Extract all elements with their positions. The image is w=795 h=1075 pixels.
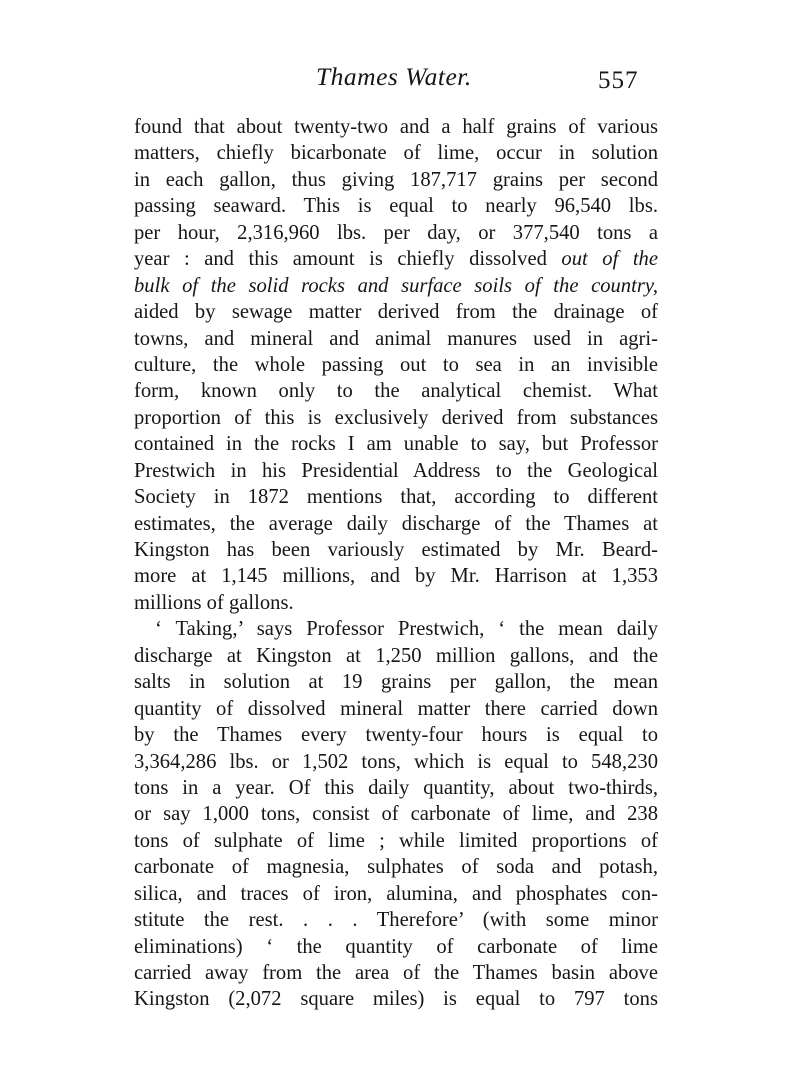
text-line xyxy=(134,114,658,140)
text-line xyxy=(134,986,658,1012)
text-line xyxy=(134,696,658,722)
line-text: quantity of dissolved mineral matter there carried down xyxy=(134,697,658,720)
text-line xyxy=(134,273,658,299)
line-text: eliminations) ‘ the quantity of carbonate of lime xyxy=(134,935,658,958)
line-text: 3,364,286 lbs. or 1,502 tons, which is equal to 548,230 xyxy=(134,750,658,773)
line-text: found that about twenty-two and a half grains of various xyxy=(134,116,658,138)
text-line xyxy=(134,749,658,775)
text-line xyxy=(134,431,658,457)
text-line xyxy=(134,590,658,616)
line-text: Prestwich in his Presidential Address to the Geological xyxy=(134,459,658,482)
text-line xyxy=(134,801,658,827)
line-text: Kingston has been variously estimated by Mr. Beard- xyxy=(134,539,658,561)
text-line xyxy=(134,616,658,642)
text-line xyxy=(134,722,658,748)
line-text: carried away from the area of the Thames basin above xyxy=(134,962,658,984)
text-line xyxy=(134,563,658,589)
line-text: proportion of this is exclusively derived from substances xyxy=(134,406,658,429)
line-text: culture, the whole passing out to sea in an invisible xyxy=(134,353,658,376)
line-text: Society in 1872 mentions that, according to different xyxy=(134,486,658,509)
line-text: silica, and traces of iron, alumina, and phosphates con- xyxy=(134,882,658,905)
text-line xyxy=(134,537,658,563)
text-line xyxy=(134,854,658,880)
text-line xyxy=(134,828,658,854)
text-line xyxy=(134,167,658,193)
line-text: carbonate of magnesia, sulphates of soda and potash, xyxy=(134,856,658,879)
running-header xyxy=(0,62,795,96)
text-line xyxy=(134,405,658,431)
text-line xyxy=(134,511,658,537)
line-text: contained in the rocks I am unable to say, but Professor xyxy=(134,433,658,456)
line-text: form, known only to the analytical chemist. What xyxy=(134,380,658,403)
line-text: per hour, 2,316,960 lbs. per day, or 377,540 tons a xyxy=(134,221,658,244)
line-text: by the Thames every twenty-four hours is equal to xyxy=(134,724,658,747)
text-line xyxy=(134,669,658,695)
running-title: Thames Water. xyxy=(316,62,472,91)
line-text: aided by sewage matter derived from the drainage of xyxy=(134,301,658,324)
text-line xyxy=(134,352,658,378)
text-line xyxy=(134,775,658,801)
text-line xyxy=(134,907,658,933)
text-line xyxy=(134,960,658,986)
line-text: stitute the rest. . . . Therefore’ (with some minor xyxy=(134,909,658,932)
line-text: tons of sulphate of lime ; while limited proportions of xyxy=(134,829,658,852)
text-line xyxy=(134,220,658,246)
line-text: passing seaward. This is equal to nearly 96,540 lbs. xyxy=(134,195,658,218)
text-line xyxy=(134,246,658,272)
line-text: salts in solution at 19 grains per gallon, the mean xyxy=(134,671,658,694)
line-text: estimates, the average daily discharge of the Thames at xyxy=(134,512,658,535)
text-line xyxy=(134,934,658,960)
text-line xyxy=(134,458,658,484)
line-text: Kingston (2,072 square miles) is equal to 797 tons xyxy=(134,988,658,1011)
line-text: more at 1,145 millions, and by Mr. Harrison at 1,353 xyxy=(134,565,658,588)
page-number: 557 xyxy=(598,67,639,94)
line-text: ‘ Taking,’ says Professor Prestwich, ‘ the mean daily xyxy=(155,618,658,641)
line-text: millions of gallons. xyxy=(134,591,294,614)
text-line xyxy=(134,299,658,325)
line-text: in each gallon, thus giving 187,717 grains per second xyxy=(134,168,658,191)
text-line xyxy=(134,484,658,510)
text-line xyxy=(134,140,658,166)
line-text: towns, and mineral and animal manures used in agri- xyxy=(134,327,658,350)
line-text: or say 1,000 tons, consist of carbonate of lime, and 238 xyxy=(134,803,658,826)
italic-text: out of the xyxy=(561,248,658,271)
line-text: matters, chiefly bicarbonate of lime, occur in solution xyxy=(134,142,658,165)
text-line xyxy=(134,643,658,669)
body-text xyxy=(134,114,658,1013)
line-text: tons in a year. Of this daily quantity, about two-thirds, xyxy=(134,776,658,799)
line-text: discharge at Kingston at 1,250 million gallons, and the xyxy=(134,644,658,667)
line-text: year : and this amount is chiefly dissolved xyxy=(134,248,562,271)
text-line xyxy=(134,378,658,404)
text-line xyxy=(134,326,658,352)
text-line xyxy=(134,881,658,907)
italic-text: bulk of the solid rocks and surface soils of the country, xyxy=(134,274,658,297)
text-line xyxy=(134,193,658,219)
